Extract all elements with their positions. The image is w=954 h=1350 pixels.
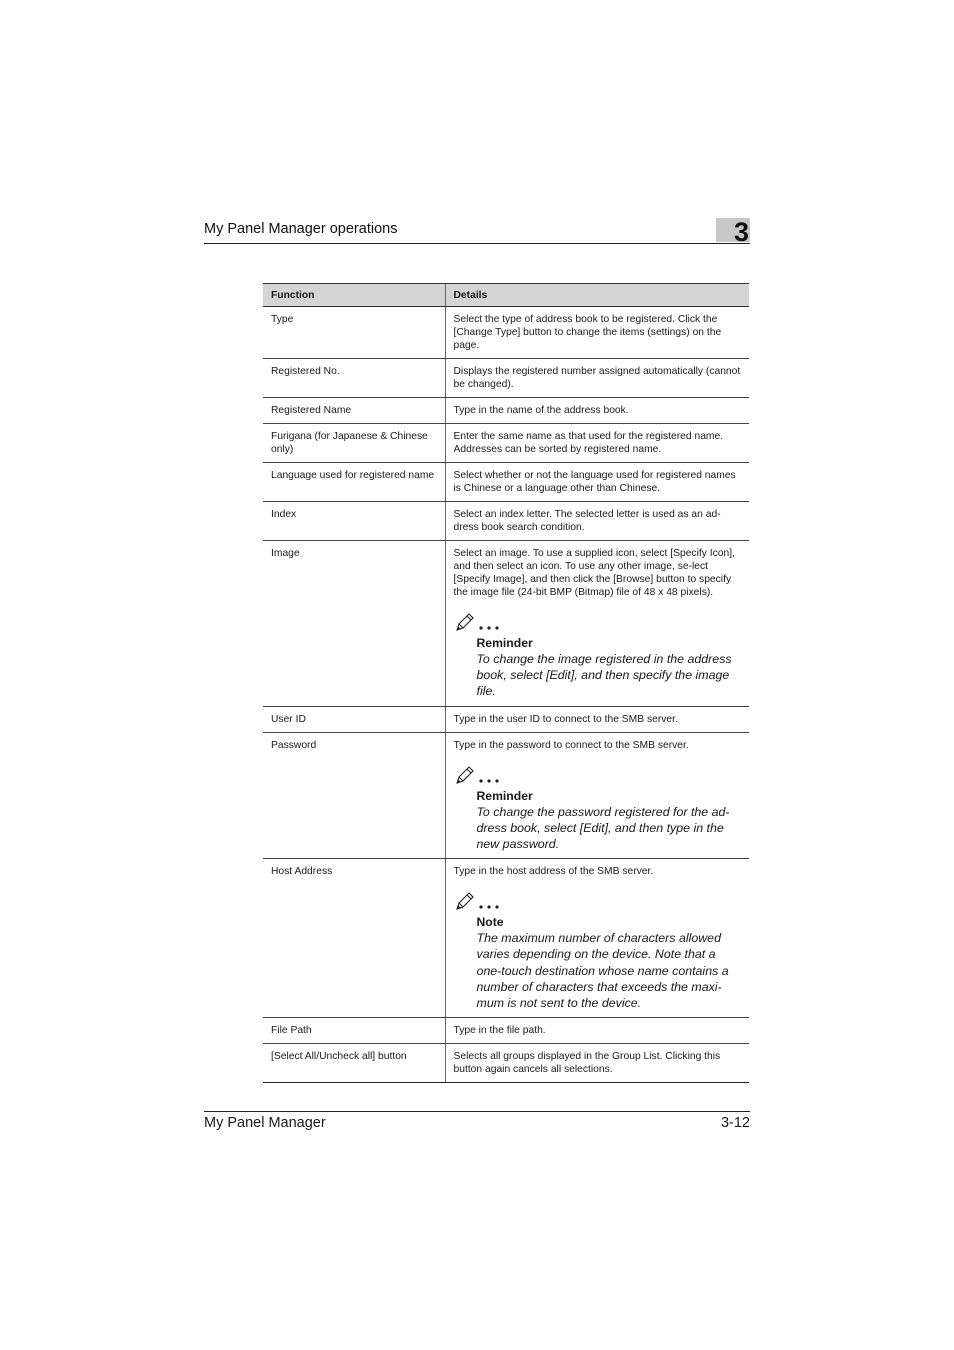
table-row	[263, 706, 749, 732]
function-cell: [Select All/Uncheck all] button	[263, 1044, 445, 1083]
note-block	[454, 890, 746, 1011]
function-cell: Type	[263, 307, 445, 359]
function-cell: User ID	[263, 706, 445, 732]
pencil-note-icon	[454, 764, 476, 786]
details-cell: Displays the registered number assigned automatically (cannot be changed).	[445, 359, 749, 398]
ellipsis-icon	[478, 904, 500, 910]
details-text: Type in the host address of the SMB server.	[453, 866, 654, 878]
details-cell: Select the type of address book to be registered. Click the [Change Type] button to change the items (settings) on the page.	[445, 307, 749, 359]
details-cell: Type in the file path.	[445, 1018, 749, 1044]
table-row	[263, 307, 749, 359]
details-text: Select an image. To use a supplied icon, select [Specify Icon], and then select an icon. To use any other image, se-lect [Specify Image], and then click the [Browse] button to specify the image file (24-bit BMP (Bitmap) file of 48 x 48 pixels).	[453, 548, 735, 598]
function-details-table	[263, 283, 749, 1083]
table-row	[263, 1018, 749, 1044]
table-row	[263, 541, 749, 707]
table-header-row	[263, 284, 749, 307]
column-header-function: Function	[263, 284, 445, 307]
function-cell: Furigana (for Japanese & Chinese only)	[263, 424, 445, 463]
details-text: Type in the password to connect to the SMB server.	[453, 739, 689, 751]
function-cell: Language used for registered name	[263, 463, 445, 502]
chapter-badge	[716, 217, 750, 247]
details-cell: Select an index letter. The selected letter is used as an ad-dress book search condition.	[445, 502, 749, 541]
page-number: 3-12	[720, 1115, 750, 1131]
function-cell: File Path	[263, 1018, 445, 1044]
function-cell: Image	[263, 541, 445, 707]
table-row	[263, 1044, 749, 1083]
function-cell: Registered Name	[263, 398, 445, 424]
details-cell	[445, 732, 749, 859]
reminder-block	[454, 611, 746, 700]
function-cell: Host Address	[263, 859, 445, 1018]
function-cell: Index	[263, 502, 445, 541]
table-row	[263, 502, 749, 541]
page-header	[204, 217, 750, 247]
details-cell	[445, 859, 749, 1018]
chapter-number: 3	[733, 217, 749, 247]
function-cell: Registered No.	[263, 359, 445, 398]
reminder-text: To change the image registered in the address book, select [Edit], and then specify the image file.	[476, 652, 732, 699]
note-text: The maximum number of characters allowed varies depending on the device. Note that a one-touch destination whose name contains a number of characters that exceeds the maxi-mum is not sent to the device.	[476, 931, 729, 1011]
details-cell: Enter the same name as that used for the registered name. Addresses can be sorted by registered name.	[445, 424, 749, 463]
ellipsis-icon	[478, 625, 500, 631]
table-row	[263, 424, 749, 463]
details-cell: Type in the user ID to connect to the SMB server.	[445, 706, 749, 732]
ellipsis-icon	[478, 778, 500, 784]
details-cell: Select whether or not the language used for registered names is Chinese or a language other than Chinese.	[445, 463, 749, 502]
details-cell: Selects all groups displayed in the Group List. Clicking this button again cancels all selections.	[445, 1044, 749, 1083]
reminder-text: To change the password registered for the ad-dress book, select [Edit], and then type in the new password.	[476, 804, 730, 852]
pencil-note-icon	[454, 890, 476, 912]
function-cell: Password	[263, 732, 445, 859]
footer-manual-title: My Panel Manager	[204, 1115, 326, 1131]
table-row	[263, 359, 749, 398]
details-cell: Type in the name of the address book.	[445, 398, 749, 424]
reminder-label: Reminder	[476, 636, 533, 650]
table-row	[263, 732, 749, 859]
pencil-note-icon	[454, 611, 476, 633]
note-label: Note	[476, 915, 504, 930]
table-row	[263, 859, 749, 1018]
page-footer	[204, 1111, 750, 1136]
reminder-label: Reminder	[476, 788, 533, 803]
table-row	[263, 398, 749, 424]
header-title: My Panel Manager operations	[204, 221, 398, 237]
table-row	[263, 463, 749, 502]
column-header-details: Details	[445, 284, 749, 307]
reminder-block	[454, 764, 746, 853]
details-cell	[445, 541, 749, 707]
